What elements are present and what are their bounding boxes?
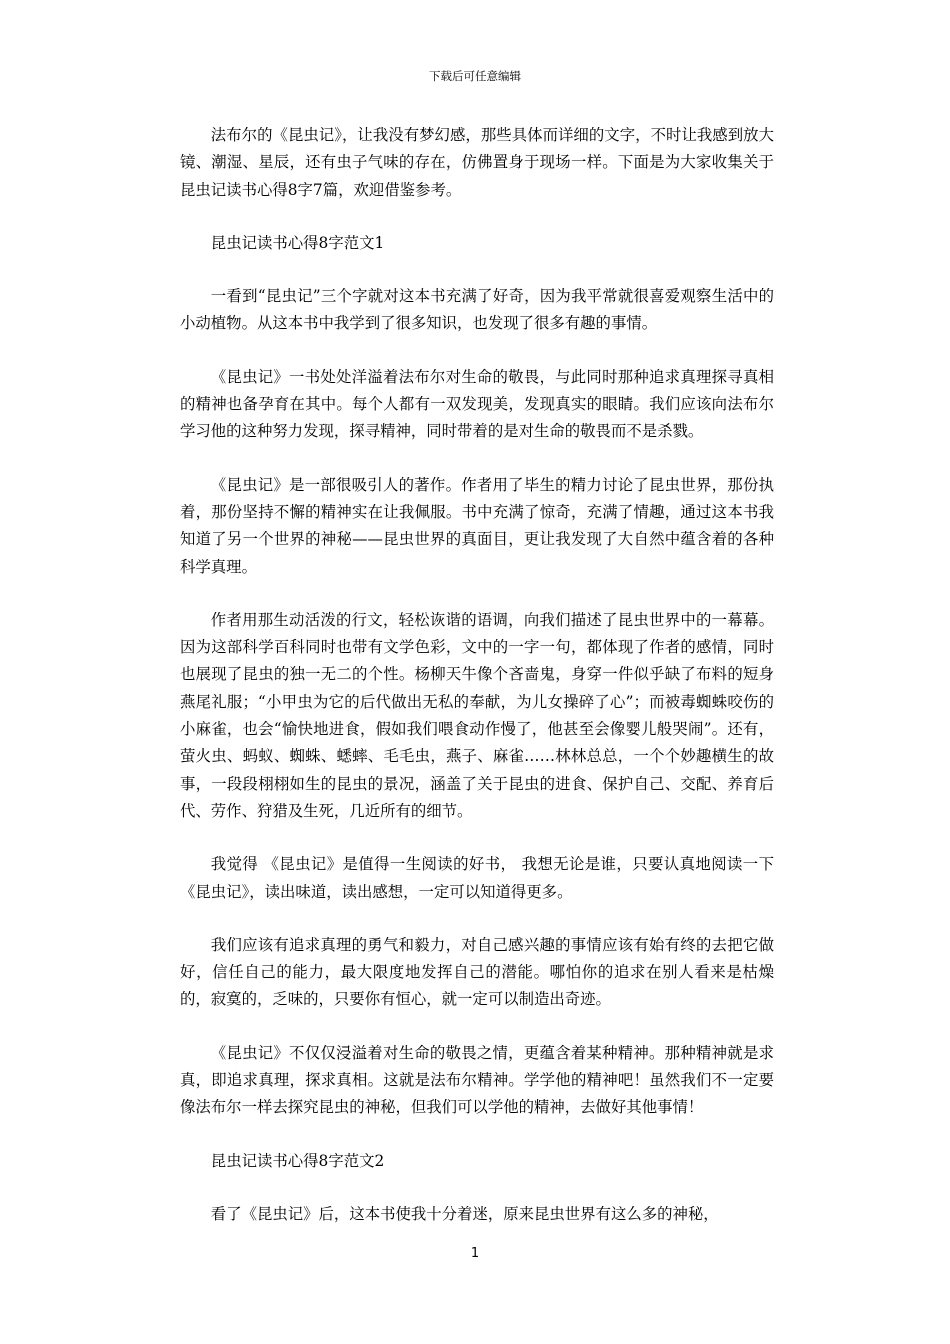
page-header: 下载后可任意编辑: [429, 69, 521, 83]
section-heading-2: 昆虫记读书心得8字范文2: [210, 1151, 385, 1170]
document-body: [180, 122, 774, 1254]
page-number: 1: [470, 1246, 480, 1261]
body-paragraph: 《昆虫记》不仅仅浸溢着对生命的敬畏之情，更蕴含着某种精神。那种精神就是求真，即追求真理，探求真相。这就是法布尔精神。学学他的精神吧！虽然我们不一定要像法布尔一样去探究昆虫的神秘，但我们可以学他的精神，去做好其他事情！: [180, 1043, 774, 1117]
body-paragraph: 《昆虫记》是一部很吸引人的著作。作者用了毕生的精力讨论了昆虫世界，那份执着，那份坚持不懈的精神实在让我佩服。书中充满了惊奇，充满了情趣，通过这本书我知道了另一个世界的神秘——昆虫世界的真面目，更让我发现了大自然中蕴含着的各种科学真理。: [180, 475, 774, 576]
intro-paragraph: 法布尔的《昆虫记》，让我没有梦幻感，那些具体而详细的文字，不时让我感到放大镜、潮湿、星辰，还有虫子气味的存在，仿佛置身于现场一样。下面是为大家收集关于昆虫记读书心得8字7篇，欢迎借鉴参考。: [180, 126, 774, 199]
body-paragraph: 我们应该有追求真理的勇气和毅力，对自己感兴趣的事情应该有始有终的去把它做好，信任自己的能力，最大限度地发挥自己的潜能。哪怕你的追求在别人看来是枯燥的，寂寞的，乏味的，只要你有恒心，就一定可以制造出奇迹。: [180, 935, 774, 1009]
body-paragraph: 我觉得 《昆虫记》是值得一生阅读的好书， 我想无论是谁，只要认真地阅读一下 《昆虫记》，读出味道，读出感想，一定可以知道得更多。: [180, 855, 774, 901]
body-paragraph: 看了《昆虫记》后，这本书使我十分着迷，原来昆虫世界有这么多的神秘，: [210, 1204, 719, 1223]
body-paragraph: 作者用那生动活泼的行文，轻松诙谐的语调，向我们描述了昆虫世界中的一幕幕。因为这部科学百科同时也带有文学色彩，文中的一字一句，都体现了作者的感情，同时也展现了昆虫的独一无二的个性。杨柳天牛像个吝啬鬼，身穿一件似乎缺了布料的短身燕尾礼服；“小甲虫为它的后代做出无私的奉献，为儿女操碎了心”；而被毒蜘蛛咬伤的小麻雀，也会“愉快地进食，假如我们喂食动作慢了，他甚至会像婴儿般哭闹”。还有，萤火虫、蚂蚁、蜘蛛、蟋蟀、毛毛虫，燕子、麻雀……林林总总，一个个妙趣横生的故事，一段段栩栩如生的昆虫的景况，涵盖了关于昆虫的进食、保护自己、交配、养育后代、劳作、狩猎及生死，几近所有的细节。: [180, 610, 774, 820]
section-heading-1: 昆虫记读书心得8字范文1: [210, 233, 385, 252]
body-paragraph: 一看到“昆虫记”三个字就对这本书充满了好奇，因为我平常就很喜爱观察生活中的小动植物。从这本书中我学到了很多知识，也发现了很多有趣的事情。: [180, 287, 774, 333]
body-paragraph: 《昆虫记》一书处处洋溢着法布尔对生命的敬畏，与此同时那种追求真理探寻真相的精神也备孕育在其中。每个人都有一双发现美，发现真实的眼睛。我们应该向法布尔学习他的这种努力发现，探寻精神，同时带着的是对生命的敬畏而不是杀戮。: [180, 367, 774, 441]
